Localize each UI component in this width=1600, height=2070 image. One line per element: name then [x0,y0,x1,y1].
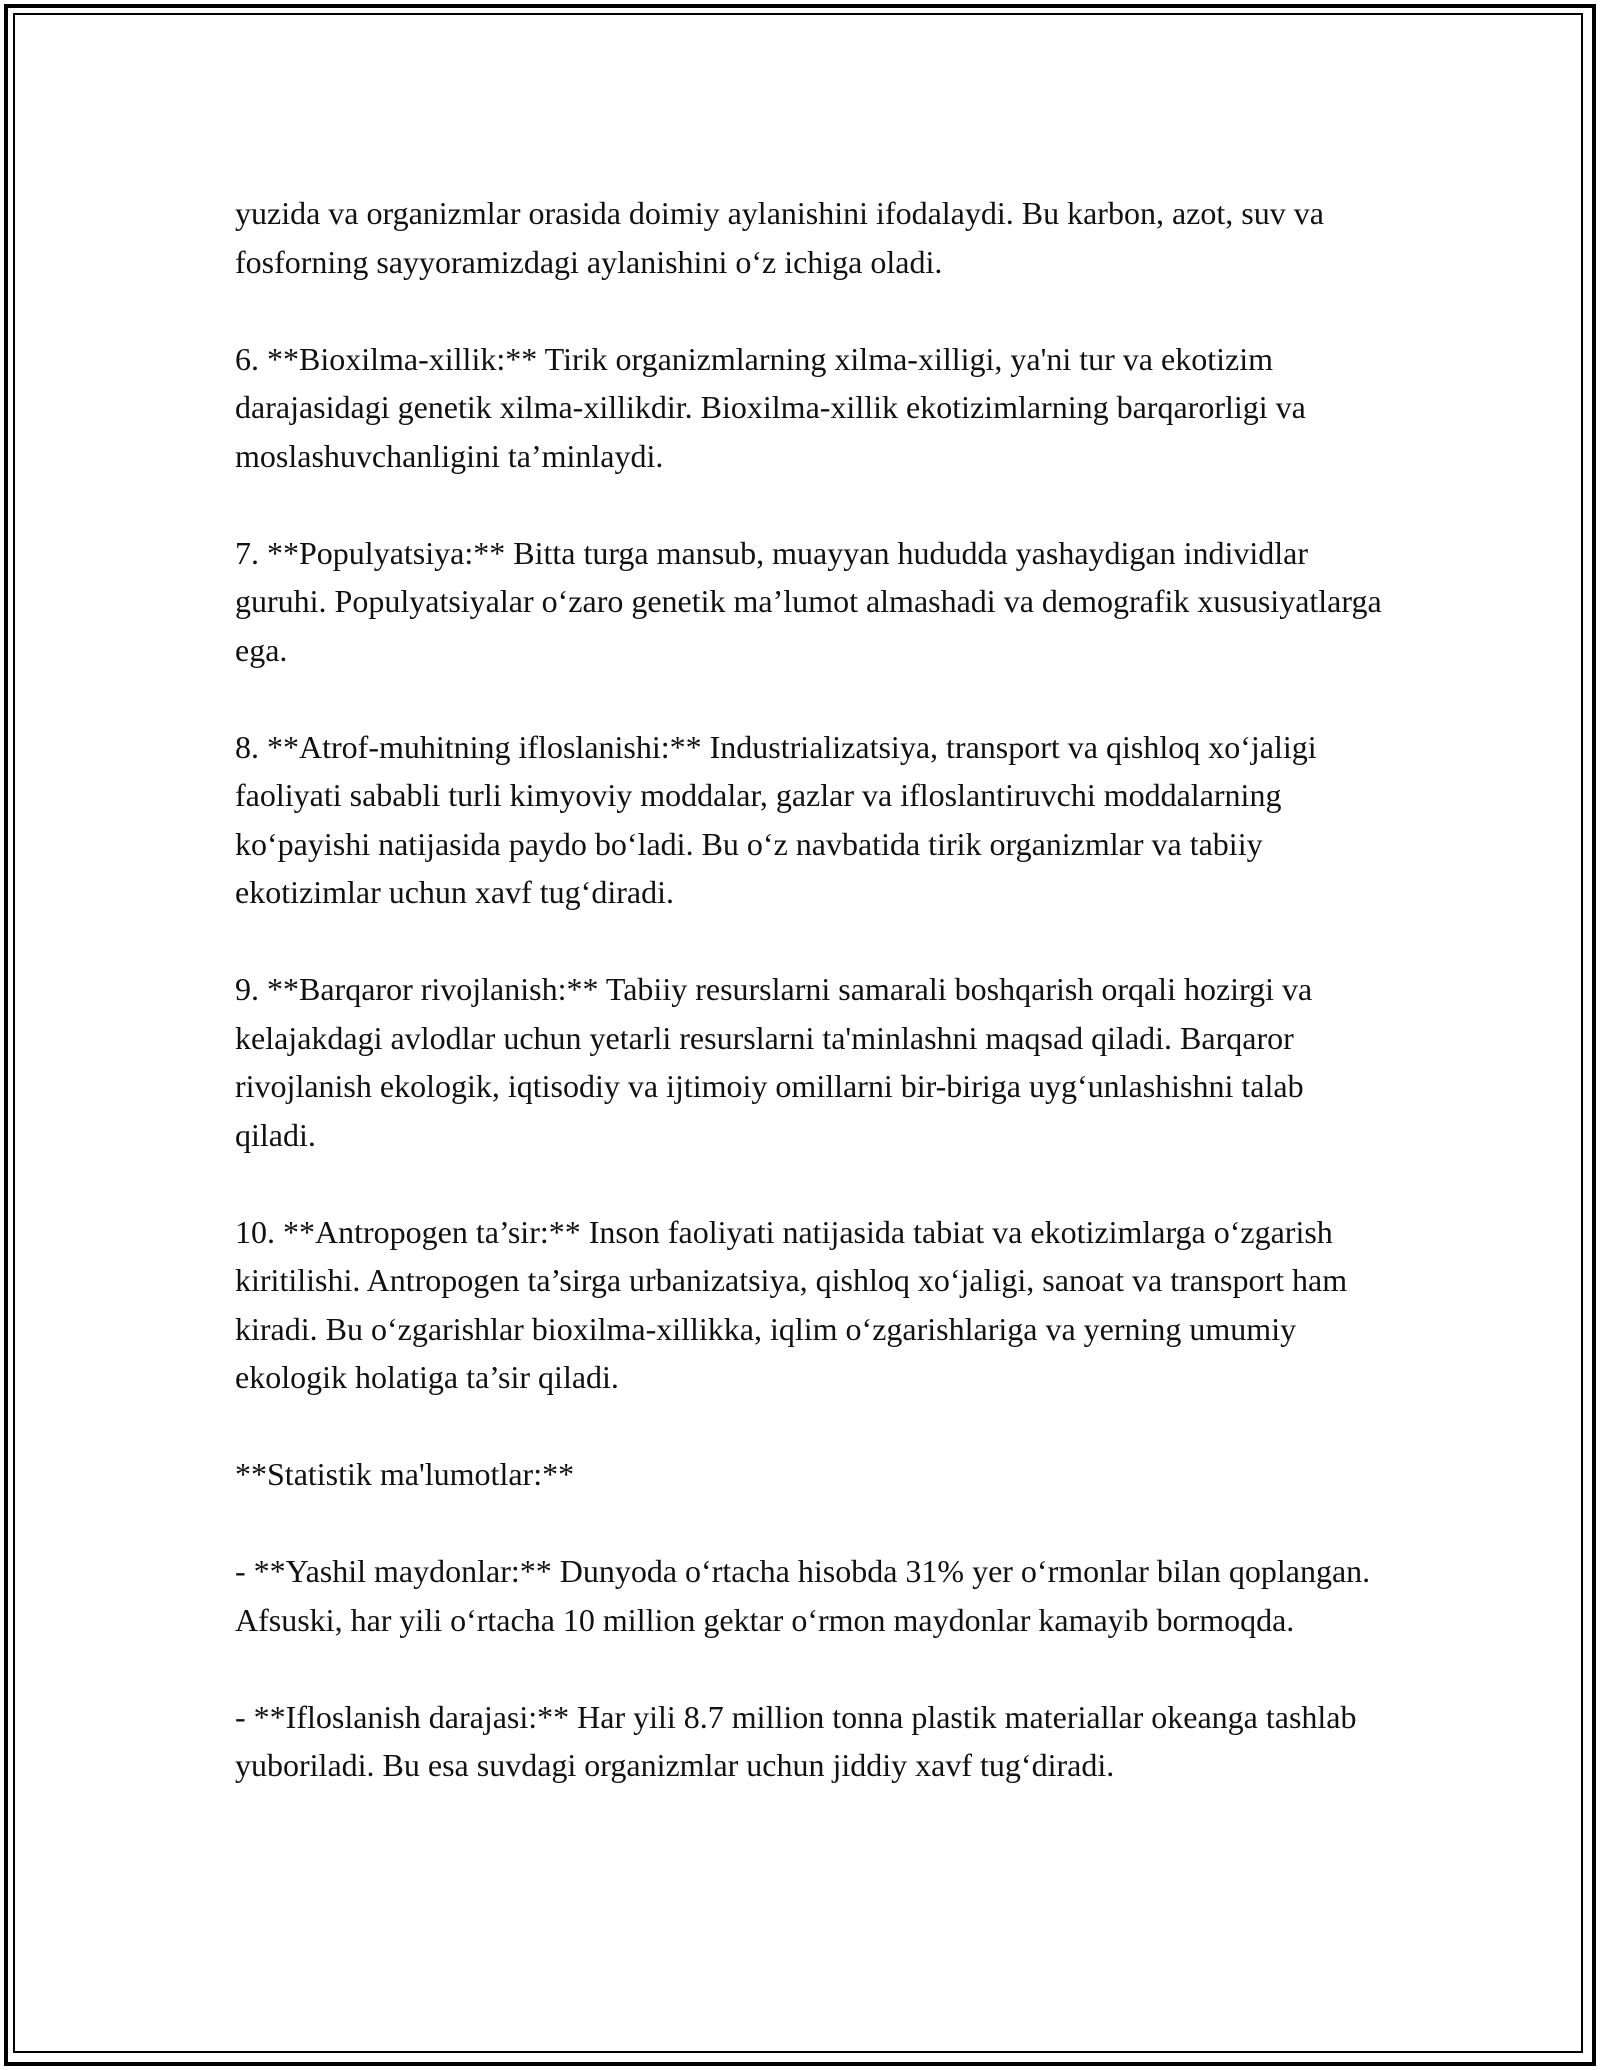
paragraph-statistics-heading: **Statistik ma'lumotlar:** [235,1456,575,1492]
paragraph-population: 7. **Populyatsiya:** Bitta turga mansub, muayyan hududda yashaydigan individlar guruhi. Populyatsiyalar o‘zaro genetik ma’lumot almashadi va demografik xususiyatlarga ega. [235,534,1382,668]
paragraph-biodiversity: 6. **Bioxilma-xillik:** Tirik organizmlarning xilma-xilligi, ya'ni tur va ekotizim darajasidagi genetik xilma-xillikdir. Bioxilma-xillik ekotizimlarning barqarorligi va moslashuvchanligini ta’minlaydi. [235,340,1306,474]
paragraph-anthropogenic-impact: 10. **Antropogen ta’sir:** Inson faoliyati natijasida tabiat va ekotizimlarga o‘zgarish kiritilishi. Antropogen ta’sirga urbanizatsiya, qishloq xo‘jaligi, sanoat va transport ham kiradi. Bu o‘zgarishlar bioxilma-xillikka, iqlim o‘zgarishlariga va yerning umumiy ekologik holatiga ta’sir qiladi. [235,1213,1348,1395]
paragraph-pollution: 8. **Atrof-muhitning ifloslanishi:** Industrializatsiya, transport va qishloq xo‘jaligi faoliyati sababli turli kimyoviy moddalar, gazlar va ifloslantiruvchi moddalarning ko‘payishi natijasida paydo bo‘ladi. Bu o‘z navbatida tirik organizmlar va tabiiy ekotizimlar uchun xavf tug‘diradi. [235,728,1317,910]
paragraph-pollution-level: - **Ifloslanish darajasi:** Har yili 8.7 million tonna plastik materiallar okeanga tashlab yuboriladi. Bu esa suvdagi organizmlar uchun jiddiy xavf tug‘diradi. [235,1698,1357,1783]
document-body [235,189,1385,1790]
paragraph-sustainable-development: 9. **Barqaror rivojlanish:** Tabiiy resurslarni samarali boshqarish orqali hozirgi va kelajakdagi avlodlar uchun yetarli resurslarni ta'minlashni maqsad qiladi. Barqaror rivojlanish ekologik, iqtisodiy va ijtimoiy omillarni bir-biriga uyg‘unlashishni talab qiladi. [235,971,1313,1153]
paragraph-green-areas: - **Yashil maydonlar:** Dunyoda o‘rtacha hisobda 31% yer o‘rmonlar bilan qoplangan. Afsuski, har yili o‘rtacha 10 million gektar o‘rmon maydonlar kamayib bormoqda. [235,1553,1371,1638]
paragraph-cycle-continuation: yuzida va organizmlar orasida doimiy aylanishini ifodalaydi. Bu karbon, azot, suv va fosforning sayyoramizdagi aylanishini o‘z ichiga oladi. [235,195,1324,280]
